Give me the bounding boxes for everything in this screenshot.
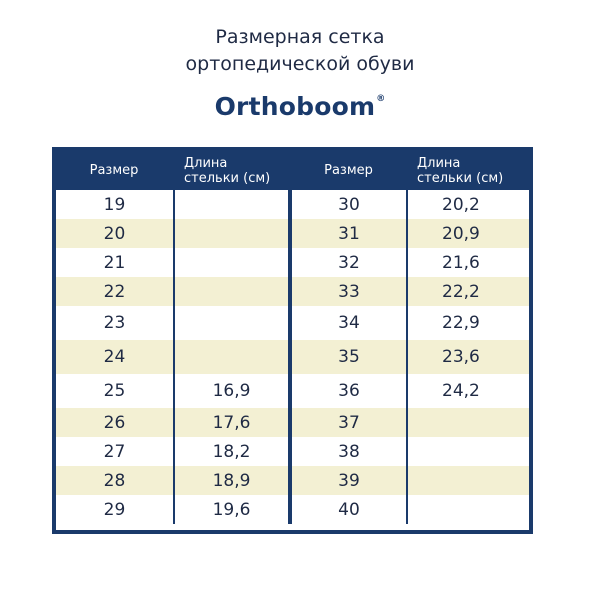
- size-chart-table: [52, 147, 533, 534]
- header-size-left: Размер: [56, 151, 174, 190]
- length-cell-right: [407, 466, 529, 495]
- table-row: [56, 219, 529, 248]
- size-cell-right: 30: [290, 190, 407, 219]
- table-row: [56, 466, 529, 495]
- length-cell-left: 18,9: [174, 466, 290, 495]
- length-cell-left: 17,6: [174, 408, 290, 437]
- size-cell-left: 26: [56, 408, 174, 437]
- size-cell-left: 27: [56, 437, 174, 466]
- length-cell-right: 22,9: [407, 306, 529, 340]
- length-cell-right: [407, 495, 529, 524]
- size-cell-right: 33: [290, 277, 407, 306]
- length-cell-right: 20,9: [407, 219, 529, 248]
- length-cell-left: 18,2: [174, 437, 290, 466]
- size-cell-left: 28: [56, 466, 174, 495]
- table-row: [56, 306, 529, 340]
- brand-logo: [0, 92, 600, 121]
- table-row: [56, 408, 529, 437]
- length-cell-left: [174, 219, 290, 248]
- table-row: [56, 495, 529, 524]
- size-cell-right: 34: [290, 306, 407, 340]
- size-cell-left: 19: [56, 190, 174, 219]
- table-row: [56, 277, 529, 306]
- size-cell-left: 21: [56, 248, 174, 277]
- header-length-right: [407, 151, 529, 190]
- title-line-2: ортопедической обуви: [185, 53, 415, 75]
- length-cell-right: [407, 408, 529, 437]
- size-cell-left: 20: [56, 219, 174, 248]
- size-cell-right: 39: [290, 466, 407, 495]
- length-cell-left: [174, 277, 290, 306]
- size-cell-left: 29: [56, 495, 174, 524]
- length-cell-right: 21,6: [407, 248, 529, 277]
- registered-mark: ®: [376, 94, 386, 104]
- size-cell-right: 32: [290, 248, 407, 277]
- size-cell-left: 22: [56, 277, 174, 306]
- length-cell-right: 24,2: [407, 374, 529, 408]
- length-cell-left: [174, 306, 290, 340]
- table-row: [56, 437, 529, 466]
- table-row: [56, 374, 529, 408]
- header-size-right: Размер: [290, 151, 407, 190]
- size-cell-right: 31: [290, 219, 407, 248]
- table-header-row: [56, 151, 529, 190]
- size-cell-right: 37: [290, 408, 407, 437]
- size-cell-right: 38: [290, 437, 407, 466]
- size-cell-right: 35: [290, 340, 407, 374]
- size-cell-left: 23: [56, 306, 174, 340]
- length-cell-left: [174, 248, 290, 277]
- length-cell-left: [174, 190, 290, 219]
- length-cell-right: [407, 437, 529, 466]
- logo-text: Orthoboom: [214, 92, 376, 121]
- table-row: [56, 248, 529, 277]
- size-cell-right: 36: [290, 374, 407, 408]
- header-length-right-line-2: стельки (см): [417, 170, 504, 186]
- page-title: [0, 24, 600, 78]
- table-row: [56, 340, 529, 374]
- size-cell-right: 40: [290, 495, 407, 524]
- length-cell-left: 16,9: [174, 374, 290, 408]
- header-length-left: [174, 151, 290, 190]
- length-cell-right: 20,2: [407, 190, 529, 219]
- size-cell-left: 25: [56, 374, 174, 408]
- length-cell-left: 19,6: [174, 495, 290, 524]
- length-cell-left: [174, 340, 290, 374]
- length-cell-right: 23,6: [407, 340, 529, 374]
- header-length-left-line-1: Длина: [184, 155, 228, 171]
- header-length-right-line-1: Длина: [417, 155, 461, 171]
- header-length-left-line-2: стельки (см): [184, 170, 271, 186]
- size-cell-left: 24: [56, 340, 174, 374]
- length-cell-right: 22,2: [407, 277, 529, 306]
- title-line-1: Размерная сетка: [215, 26, 385, 48]
- table-row: [56, 190, 529, 219]
